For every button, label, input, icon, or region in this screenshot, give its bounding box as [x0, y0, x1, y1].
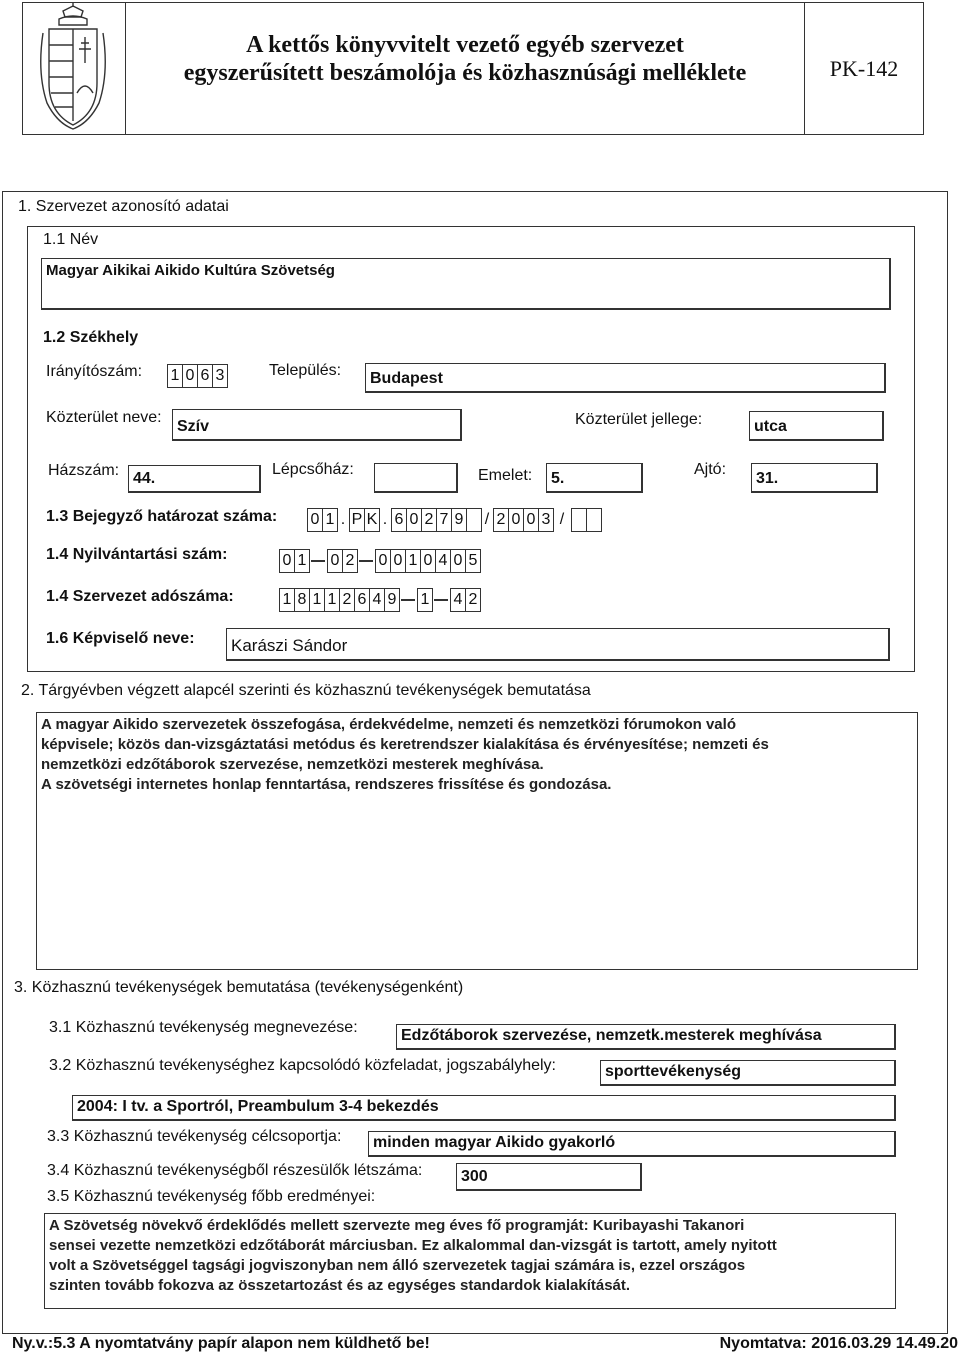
- name-label: 1.1 Név: [43, 231, 99, 248]
- registration-dash: [311, 560, 325, 562]
- tax-digit: 4: [369, 588, 385, 612]
- decision-char: 1: [322, 508, 338, 532]
- participant-count-field[interactable]: [456, 1163, 642, 1191]
- form-header: [22, 2, 924, 135]
- results-label: 3.5 Közhasznú tevékenység főbb eredményei:: [47, 1188, 376, 1205]
- activity-field[interactable]: [396, 1024, 896, 1050]
- tax-digit: 1: [417, 588, 433, 612]
- decision-char: [586, 508, 602, 532]
- registration-digit: 0: [390, 549, 406, 573]
- section2-textarea[interactable]: [36, 712, 918, 970]
- tax-digit: 9: [384, 588, 400, 612]
- decision-char: 0: [523, 508, 539, 532]
- decision-char: 7: [436, 508, 452, 532]
- section3-title: 3. Közhasznú tevékenységek bemutatása (tevékenységenként): [14, 979, 464, 996]
- registration-digit: 0: [375, 549, 391, 573]
- street-type-label: Közterület jellege:: [575, 411, 703, 428]
- zip-digit: 1: [167, 364, 183, 388]
- form-title-line1: A kettős könyvvitelt vezető egyéb szervezet: [246, 32, 684, 58]
- registration-dash: [359, 560, 373, 562]
- print-timestamp: Nyomtatva: 2016.03.29 14.49.20: [719, 1335, 958, 1352]
- section2-title: 2. Tárgyévben végzett alapcél szerinti és közhasznú tevékenységek bemutatása: [21, 682, 591, 699]
- decision-char: 6: [391, 508, 407, 532]
- decision-number-boxes[interactable]: [307, 508, 601, 532]
- target-group-label: 3.3 Közhasznú tevékenység célcsoportja:: [47, 1128, 342, 1145]
- tax-digit: 6: [354, 588, 370, 612]
- decision-char: 0: [406, 508, 422, 532]
- coat-of-arms-icon: [23, 3, 125, 133]
- representative-value: Karászi Sándor: [231, 636, 348, 655]
- tax-digit: 8: [294, 588, 310, 612]
- registration-digit: 1: [405, 549, 421, 573]
- representative-label: 1.6 Képviselő neve:: [46, 630, 195, 647]
- street-value: Szív: [177, 418, 210, 435]
- registration-label: 1.4 Nyilvántartási szám:: [46, 546, 228, 563]
- tax-digit: 2: [465, 588, 481, 612]
- decision-slash: /: [484, 511, 490, 528]
- results-line: sensei vezette nemzetközi edzőtáborát márciusban. Ez alkalommal dan-vizsgát is tartott, amely nyitott: [49, 1237, 777, 1254]
- door-field[interactable]: [751, 463, 878, 493]
- target-group-value: minden magyar Aikido gyakorló: [373, 1134, 616, 1151]
- tax-dash: [434, 599, 448, 601]
- coat-of-arms-cell: [23, 3, 126, 134]
- door-label: Ajtó:: [694, 461, 727, 478]
- street-type-field[interactable]: [749, 411, 884, 441]
- decision-char: [571, 508, 587, 532]
- zip-boxes[interactable]: [167, 364, 227, 388]
- results-line: volt a Szövetséggel tagsági jogviszonyban nem álló szervezetek tagjai számára is, ezzel országos: [49, 1257, 746, 1274]
- results-textarea[interactable]: [44, 1213, 896, 1309]
- street-field[interactable]: [172, 409, 462, 441]
- zip-label: Irányítószám:: [46, 363, 143, 380]
- registration-digit: 5: [465, 549, 481, 573]
- zip-digit: 3: [212, 364, 228, 388]
- zip-digit: 6: [197, 364, 213, 388]
- public-task-value: sporttevékenység: [605, 1063, 742, 1080]
- registration-number-boxes[interactable]: [279, 549, 480, 573]
- registration-digit: 0: [327, 549, 343, 573]
- decision-char: 2: [421, 508, 437, 532]
- floor-label: Emelet:: [478, 467, 533, 484]
- registration-digit: 0: [279, 549, 295, 573]
- stair-label: Lépcsőház:: [272, 461, 354, 478]
- decision-char: P: [349, 508, 365, 532]
- street-type-value: utca: [754, 418, 787, 435]
- zip-digit: 0: [182, 364, 198, 388]
- decision-dot: .: [340, 511, 346, 528]
- tax-digit: 1: [279, 588, 295, 612]
- decision-char: 0: [508, 508, 524, 532]
- house-label: Házszám:: [48, 462, 120, 479]
- participant-count-label: 3.4 Közhasznú tevékenységből részesülők létszáma:: [47, 1162, 423, 1179]
- law-field[interactable]: [72, 1095, 896, 1121]
- city-value: Budapest: [370, 370, 443, 387]
- decision-char: 9: [451, 508, 467, 532]
- floor-field[interactable]: [546, 463, 643, 493]
- section2-line: nemzetközi edzőtáborok szervezése, nemzetközi mesterek meghívása.: [41, 756, 544, 773]
- name-value: Magyar Aikikai Aikido Kultúra Szövetség: [46, 262, 335, 279]
- registration-digit: 1: [294, 549, 310, 573]
- tax-digit: 4: [450, 588, 466, 612]
- city-field[interactable]: [365, 363, 886, 393]
- decision-char: 2: [493, 508, 509, 532]
- house-value: 44.: [133, 470, 156, 487]
- participant-count-value: 300: [461, 1168, 488, 1185]
- tax-digit: 1: [324, 588, 340, 612]
- form-code: PK-142: [804, 3, 923, 134]
- section1-title: 1. Szervezet azonosító adatai: [18, 198, 229, 215]
- tax-dash: [401, 599, 415, 601]
- decision-slash: /: [559, 511, 565, 528]
- activity-value: Edzőtáborok szervezése, nemzetk.mesterek meghívása: [401, 1027, 822, 1044]
- decision-char: 3: [538, 508, 554, 532]
- decision-char: 0: [307, 508, 323, 532]
- activity-label: 3.1 Közhasznú tevékenység megnevezése:: [49, 1019, 358, 1036]
- stair-field[interactable]: [374, 463, 458, 493]
- decision-dot: .: [382, 511, 388, 528]
- tax-digit: 1: [309, 588, 325, 612]
- street-label: Közterület neve:: [46, 409, 162, 426]
- form-title-line2: egyszerűsített beszámolója és közhasznúsági melléklete: [183, 60, 747, 86]
- decision-label: 1.3 Bejegyző határozat száma:: [46, 508, 278, 525]
- city-label: Település:: [269, 362, 342, 379]
- form-title: [125, 31, 805, 87]
- section2-line: képvisele; közös dan-vizsgáztatási metódus és keretrendszer kialakítása és érvényesítése; nemzeti és: [41, 736, 769, 753]
- name-field[interactable]: [41, 258, 891, 310]
- seat-label: 1.2 Székhely: [43, 329, 139, 346]
- door-value: 31.: [756, 470, 779, 487]
- law-value: 2004: I tv. a Sportról, Preambulum 3-4 bekezdés: [77, 1098, 439, 1115]
- house-field[interactable]: [128, 465, 261, 493]
- tax-label: 1.4 Szervezet adószáma:: [46, 588, 234, 605]
- section2-line: A magyar Aikido szervezetek összefogása, érdekvédelme, nemzeti és nemzetközi fórumokon való: [41, 716, 736, 733]
- tax-number-boxes[interactable]: [279, 588, 480, 612]
- footer-note: Ny.v.:5.3 A nyomtatvány papír alapon nem küldhető be!: [12, 1335, 430, 1352]
- decision-char: K: [364, 508, 380, 532]
- registration-digit: 0: [450, 549, 466, 573]
- decision-char: [466, 508, 482, 532]
- section2-line: A szövetségi internetes honlap fenntartása, rendszeres frissítése és gondozása.: [41, 776, 612, 793]
- public-task-field[interactable]: [600, 1060, 896, 1086]
- registration-digit: 0: [420, 549, 436, 573]
- registration-digit: 2: [342, 549, 358, 573]
- registration-digit: 4: [435, 549, 451, 573]
- floor-value: 5.: [551, 470, 565, 487]
- results-line: szinten tovább fokozva az összetartozást és az egységes standardok kialakítását.: [49, 1277, 631, 1294]
- tax-digit: 2: [339, 588, 355, 612]
- results-line: A Szövetség növekvő érdeklődés mellett szervezte meg éves fő programját: Kuribayashi Takanori: [49, 1217, 745, 1234]
- representative-field[interactable]: [226, 628, 890, 661]
- public-task-label: 3.2 Közhasznú tevékenységhez kapcsolódó közfeladat, jogszabályhely:: [49, 1057, 556, 1074]
- target-group-field[interactable]: [368, 1131, 896, 1157]
